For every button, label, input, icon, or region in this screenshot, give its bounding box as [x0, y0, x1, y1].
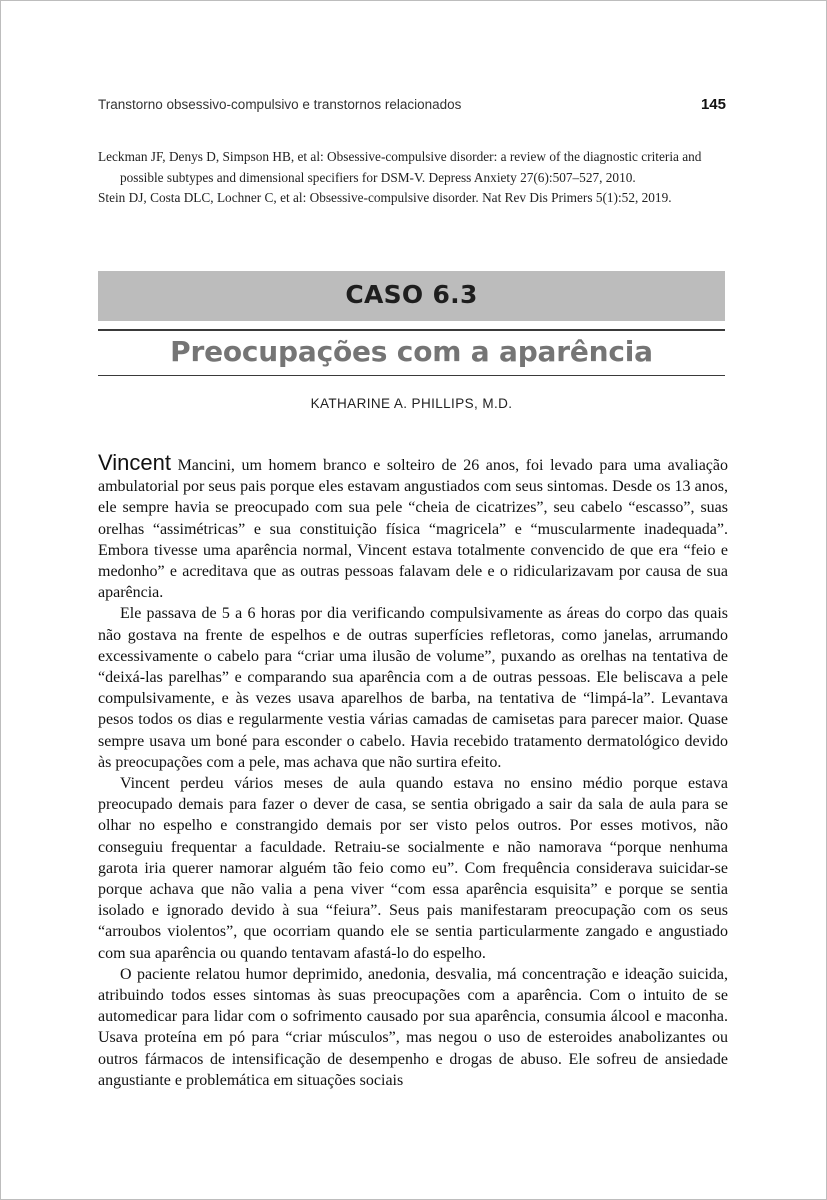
body-paragraph: Ele passava de 5 a 6 horas por dia verificando compulsivamente as áreas do corpo das quais não gostava na frente de espelhos e de outras superfícies refletoras, como janelas, arrumando excessivamente o cabelo para “criar uma ilusão de volume”, puxando as orelhas na tentativa de “deixá-las parelhas” e comparando sua aparência com a de outras pessoas. Ele beliscava a pele compulsivamente, e às vezes usava aparelhos de barba, na tentativa de “limpá-la”. Levantava pesos todos os dias e regularmente vestia várias camadas de camisetas para parecer maior. Quase sempre usava um boné para esconder o cabelo. Havia recebido tratamento dermatológico devido às preocupações com a pele, mas achava que não surtira efeito.: [98, 605, 728, 771]
reference-list: [98, 147, 728, 209]
lead-word: Vincent: [98, 450, 171, 475]
case-number-banner: [98, 271, 725, 321]
paragraph-text: Mancini, um homem branco e solteiro de 26 anos, foi levado para uma avaliação ambulatorial por seus pais porque eles estavam angustiados com seus sintomas. Desde os 13 anos, ele sempre havia se preocupado com sua pele “cheia de cicatrizes”, seu cabelo “escasso”, suas orelhas “assimétricas” e sua constituição física “magricela” e “muscularmente inadequada”. Embora tivesse uma aparência normal, Vincent estava totalmente convencido de que era “feio e medonho” e acreditava que as outras pessoas falavam dele e o ridicularizavam por causa de sua aparência.: [98, 457, 728, 602]
reference-item: Leckman JF, Denys D, Simpson HB, et al: Obsessive-compulsive disorder: a review of the diagnostic criteria and possible subtypes and dimensional specifiers for DSM-V. Depress Anxiety 27(6):507–527, 2010.: [98, 149, 702, 185]
case-title: Preocupações com a aparência: [170, 335, 653, 368]
body-paragraph: Vincent perdeu vários meses de aula quando estava no ensino médio porque estava preocupado demais para fazer o dever de casa, se sentia obrigado a sair da sala de aula para se olhar no espelho e constrangido demais por ser visto pelos outros. Por esses motivos, não conseguiu frequentar a faculdade. Retraiu-se socialmente e não namorava “porque nenhuma garota iria querer namorar alguém tão feio como eu”. Com frequência considerava suicidar-se porque achava que não valia a pena viver “com essa aparência esquisita” e porque se sentia isolado e ignorado devido à sua “feiura”. Seus pais manifestaram preocupação com os seus “arroubos violentos”, que ocorriam quando ele se sentia particularmente zangado e angustiado com sua aparência ou quando tentavam afastá-lo do espelho.: [98, 775, 728, 962]
reference-item: Stein DJ, Costa DLC, Lochner C, et al: Obsessive-compulsive disorder. Nat Rev Dis Primers 5(1):52, 2019.: [98, 190, 672, 205]
case-body: [98, 452, 728, 1091]
title-rule-bottom: [98, 375, 725, 376]
case-number: CASO 6.3: [345, 280, 478, 309]
title-rule-top: [98, 329, 725, 331]
page-number: 145: [700, 96, 726, 113]
running-head: [98, 97, 726, 112]
body-paragraph: [98, 452, 728, 603]
case-author: KATHARINE A. PHILLIPS, M.D.: [310, 396, 513, 411]
running-head-title: Transtorno obsessivo-compulsivo e transtornos relacionados: [98, 97, 462, 112]
body-paragraph: O paciente relatou humor deprimido, anedonia, desvalia, má concentração e ideação suicida, atribuindo todos esses sintomas às suas preocupações com a aparência. Com o intuito de se automedicar para lidar com o sofrimento causado por sua aparência, consumia álcool e maconha. Usava proteína em pó para “criar músculos”, mas negou o uso de esteroides anabolizantes ou outros fármacos de intensificação de desempenho e drogas de abuso. Ele sofreu de ansiedade angustiante e problemática em situações sociais: [98, 965, 728, 1089]
